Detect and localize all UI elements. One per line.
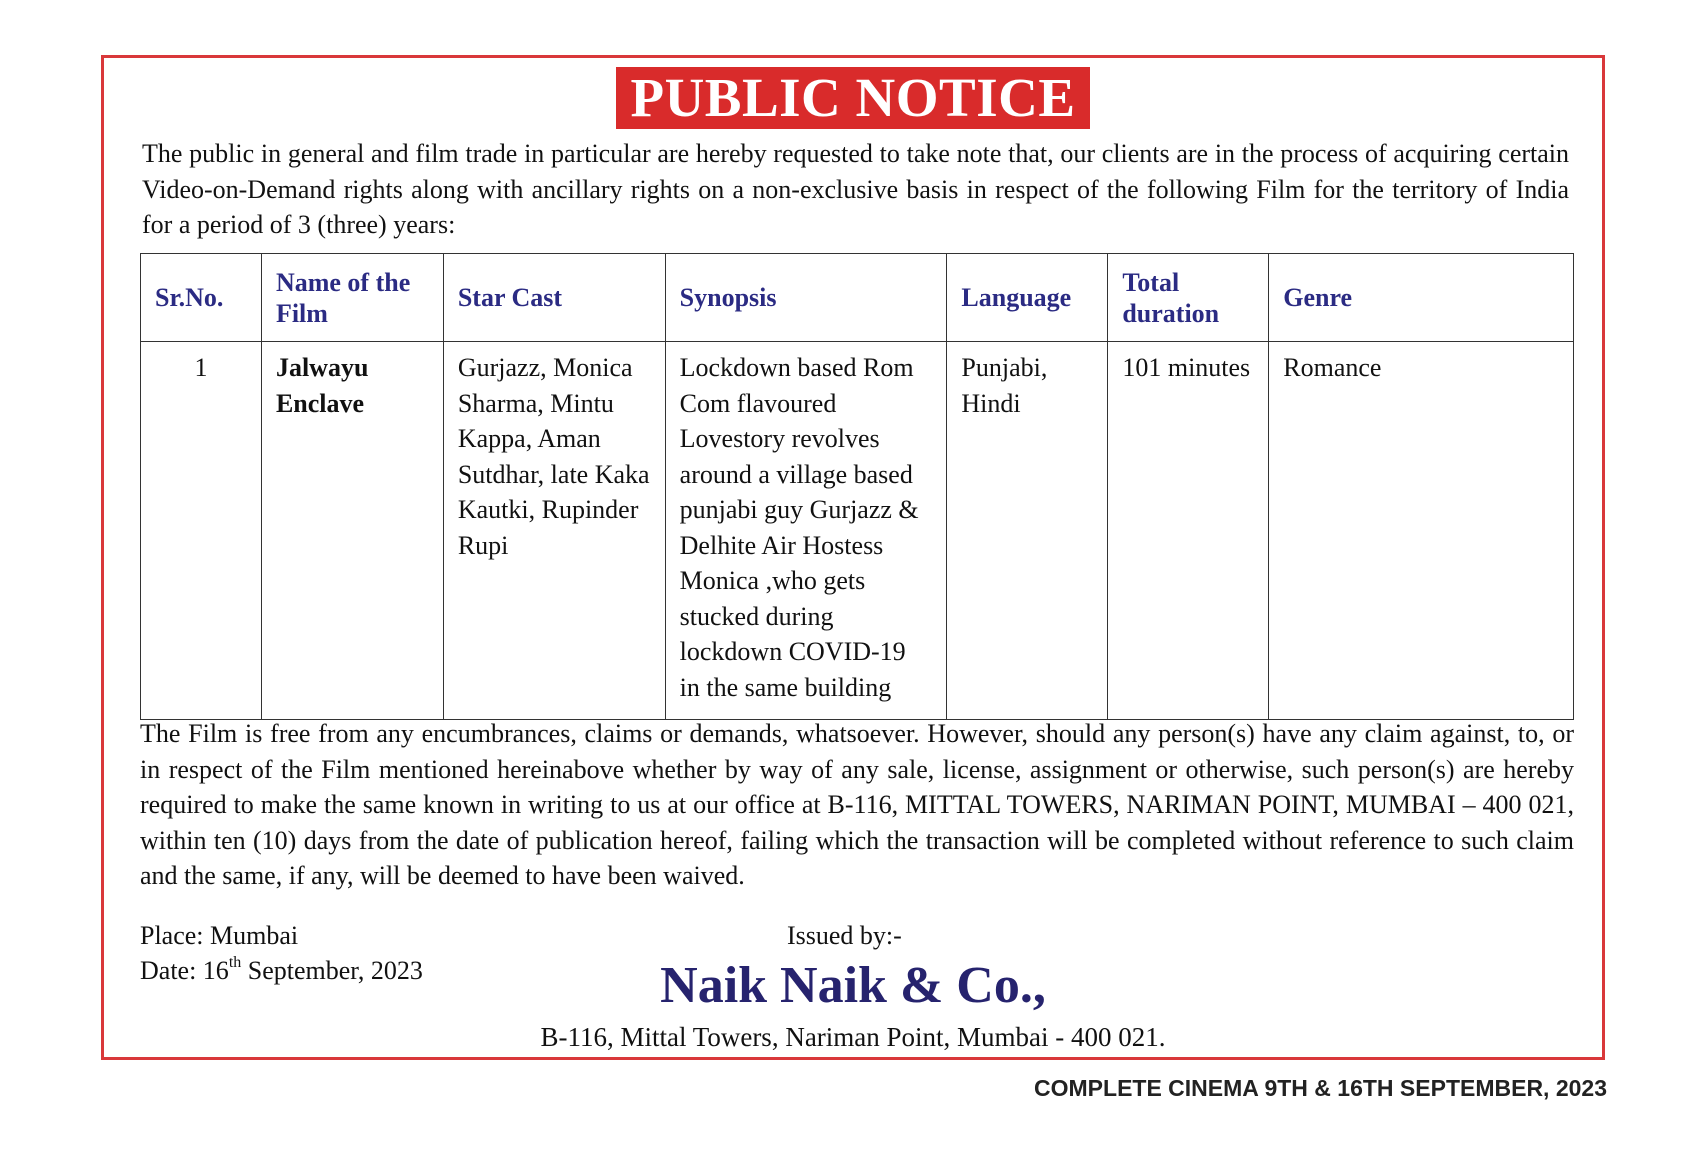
intro-paragraph: The public in general and film trade in particular are hereby requested to take note that, our clients are in the process of acquiring certain Video-on-Demand rights along with ancillary rights on a non-exclusive basis in respect of the following Film for the territory of India for a period of 3 (three) years: — [142, 139, 1569, 239]
date-rest: September, 2023 — [241, 956, 423, 985]
film-table — [140, 253, 1574, 720]
header-language: Language — [947, 254, 1108, 342]
publication-footer: COMPLETE CINEMA 9TH & 16TH SEPTEMBER, 2023 — [1034, 1075, 1607, 1101]
notice-title: PUBLIC NOTICE — [616, 67, 1089, 129]
table-header-row — [141, 254, 1574, 342]
closing-paragraph: The Film is free from any encumbrances, claims or demands, whatsoever. However, should any person(s) have any claim against, to, or in respect of the Film mentioned hereinabove whether by way of any sale, license, assignment or otherwise, such person(s) are hereby required to make the same known in writing to us at our office at B-116, MITTAL TOWERS, NARIMAN POINT, MUMBAI – 400 021, within ten (10) days from the date of publication hereof, failing which the transaction will be completed without reference to such claim and the same, if any, will be deemed to have been waived. — [140, 719, 1574, 890]
header-sr-no: Sr.No. — [141, 254, 262, 342]
cell-genre: Romance — [1269, 342, 1574, 720]
title-wrap — [104, 67, 1602, 129]
place-line: Place: Mumbai — [140, 921, 299, 950]
date-prefix: Date: 16 — [140, 956, 229, 985]
header-duration: Total duration — [1108, 254, 1269, 342]
firm-address: B-116, Mittal Towers, Nariman Point, Mumbai - 400 021. — [540, 1022, 1166, 1052]
cell-duration: 101 minutes — [1108, 342, 1269, 720]
table-row — [141, 342, 1574, 720]
firm-name: Naik Naik & Co., — [660, 957, 1046, 1014]
date-ordinal: th — [228, 954, 242, 971]
cell-star-cast: Gurjazz, Monica Sharma, Mintu Kappa, Aman Sutdhar, late Kaka Kautki, Rupinder Rupi — [443, 342, 665, 720]
header-film-name: Name of the Film — [261, 254, 443, 342]
header-genre: Genre — [1269, 254, 1574, 342]
cell-synopsis: Lockdown based Rom Com flavoured Lovestory revolves around a village based punjabi guy Gurjazz & Delhite Air Hostess Monica ,who gets stucked during lockdown COVID-19 in the same building — [665, 342, 947, 720]
header-synopsis: Synopsis — [665, 254, 947, 342]
cell-sr-no: 1 — [141, 342, 262, 720]
cell-language: Punjabi, Hindi — [947, 342, 1108, 720]
header-star-cast: Star Cast — [443, 254, 665, 342]
public-notice — [101, 55, 1605, 1060]
issued-by: Issued by:- — [787, 921, 902, 950]
cell-film-name: Jalwayu Enclave — [261, 342, 443, 720]
